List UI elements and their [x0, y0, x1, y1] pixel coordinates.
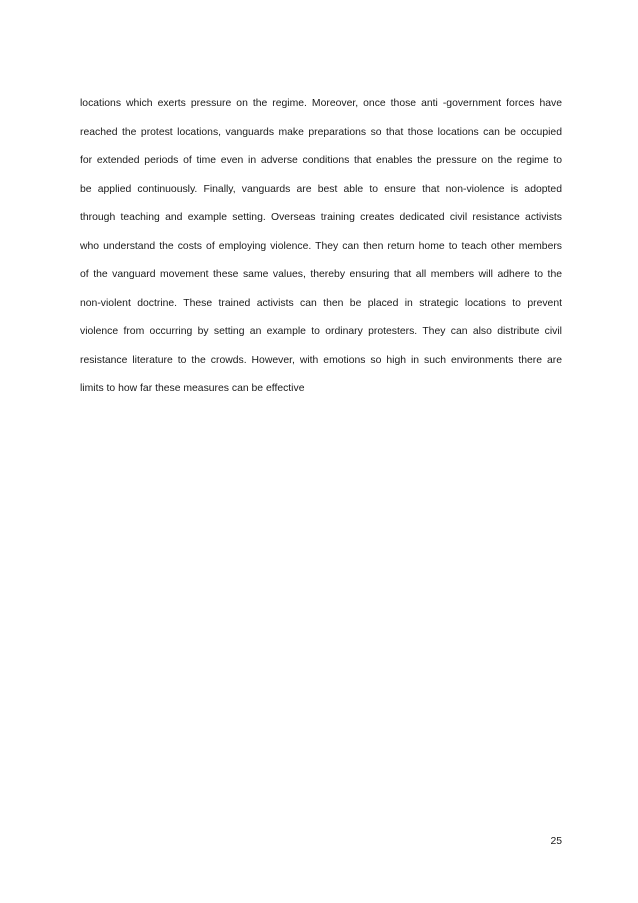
- paragraph-line-2: reached the protest locations, vanguards make preparations so that those locations can be occupied: [80, 126, 562, 138]
- paragraph-line-7: of the vanguard movement these same values, thereby ensuring that all members will adhere to the: [80, 269, 562, 280]
- paragraph-line-4: be applied continuously. Finally, vanguards are best able to ensure that non-violence is adopted: [80, 183, 562, 195]
- paragraph-line-5: through teaching and example setting. Overseas training creates dedicated civil resistance activists: [80, 212, 562, 223]
- paragraph-line-1: locations which exerts pressure on the regime. Moreover, once those anti -government forces have: [80, 98, 562, 109]
- paragraph-line-3: for extended periods of time even in adverse conditions that enables the pressure on the regime to: [80, 155, 562, 166]
- paragraph-line-8: non-violent doctrine. These trained activists can then be placed in strategic locations to prevent: [80, 297, 562, 309]
- paragraph-line-10: resistance literature to the crowds. However, with emotions so high in such environments there are: [80, 354, 562, 366]
- paragraph-line-9: violence from occurring by setting an example to ordinary protesters. They can also distribute civil: [80, 326, 562, 337]
- paragraph-line-6: who understand the costs of employing violence. They can then return home to teach other members: [80, 240, 562, 252]
- body-paragraph: [80, 90, 562, 404]
- paragraph-line-11: limits to how far these measures can be effective: [80, 383, 305, 394]
- page-number: 25: [550, 836, 562, 847]
